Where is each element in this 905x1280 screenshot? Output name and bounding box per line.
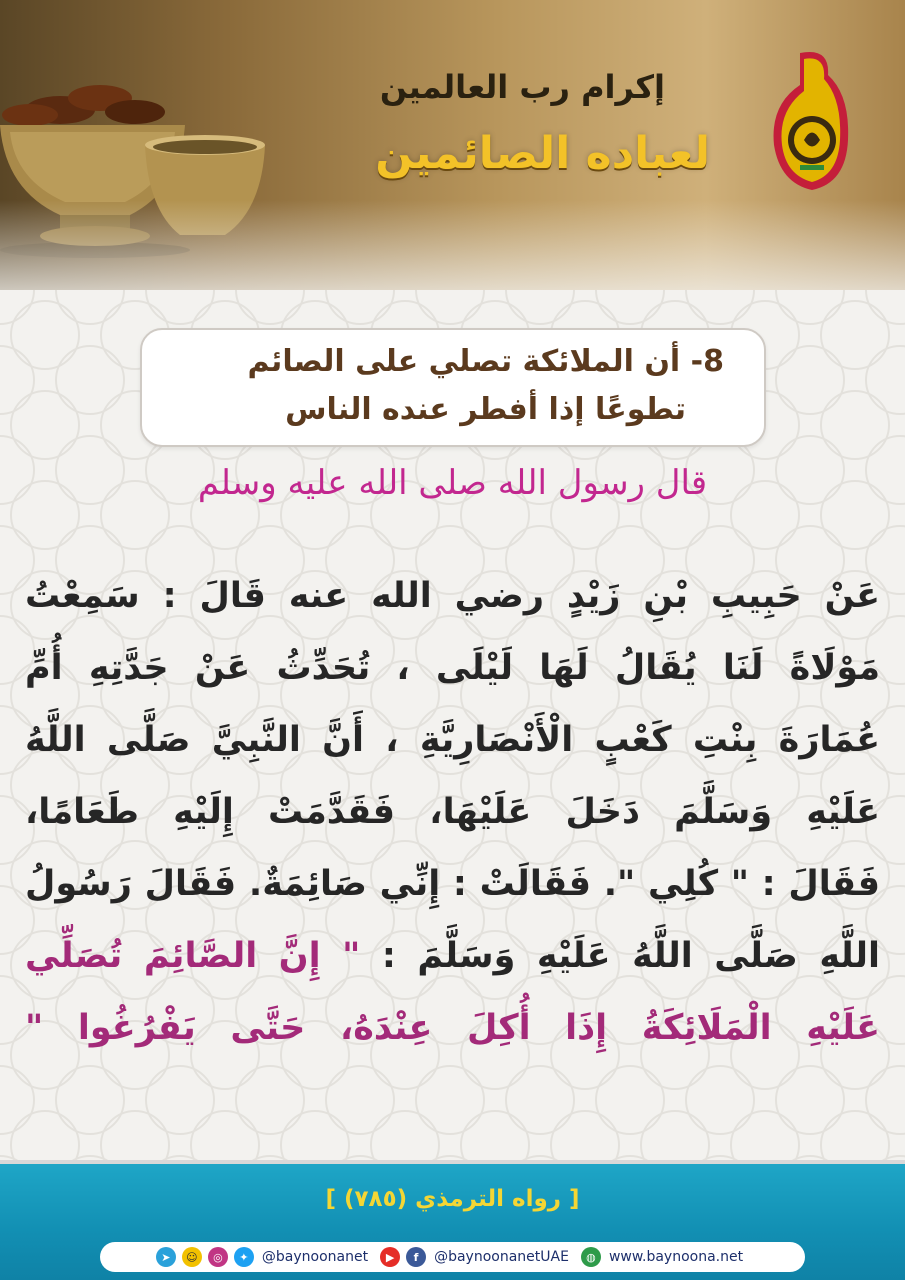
hadith-line: اللَّهِ صَلَّى اللَّهُ عَلَيْهِ وَسَلَّمَ : bbox=[381, 936, 880, 976]
header-title: لعباده الصائمين bbox=[375, 128, 710, 179]
hadith-line-mixed bbox=[25, 920, 880, 992]
instagram-icon[interactable]: ◎ bbox=[208, 1247, 228, 1267]
topic-box bbox=[140, 328, 766, 447]
snapchat-icon[interactable]: ☺ bbox=[182, 1247, 202, 1267]
hadith-line: عُمَارَةَ بِنْتِ كَعْبٍ الْأَنْصَارِيَّةِ ، أَنَّ النَّبِيَّ صَلَّى اللَّهُ bbox=[25, 720, 880, 760]
hadith-line: عَنْ حَبِيبِ بْنِ زَيْدٍ رضي الله عنه قَالَ : سَمِعْتُ bbox=[25, 576, 880, 616]
facebook-icon[interactable]: f bbox=[406, 1247, 426, 1267]
prophet-said-label: قال رسول الله صلى الله عليه وسلم bbox=[197, 463, 708, 503]
twitter-icon[interactable]: ✦ bbox=[234, 1247, 254, 1267]
header-subtitle: إكرام رب العالمين bbox=[379, 68, 665, 106]
social-handle[interactable]: @baynoonanet bbox=[261, 1249, 369, 1265]
hadith-quote-start: " إِنَّ الصَّائِمَ تُصَلِّي bbox=[25, 936, 361, 976]
footer-divider bbox=[0, 1160, 905, 1164]
globe-icon[interactable]: ◍ bbox=[581, 1247, 601, 1267]
hadith-quote-end: عَلَيْهِ الْمَلَائِكَةُ إِذَا أُكِلَ عِنْدَهُ، حَتَّى يَفْرُغُوا " bbox=[25, 1008, 880, 1048]
hadith-source: [ رواه الترمذي (٧٨٥) ] bbox=[325, 1186, 580, 1212]
website-link[interactable]: www.baynoona.net bbox=[608, 1249, 744, 1265]
topic-line-2: تطوعًا إذا أفطر عنده الناس bbox=[285, 392, 686, 427]
baynoona-logo bbox=[760, 45, 860, 195]
hadith-line: فَقَالَ : " كُلِي ". فَقَالَتْ : إِنِّي صَائِمَةٌ. فَقَالَ رَسُولُ bbox=[25, 864, 880, 904]
topic-line-1: 8- أن الملائكة تصلي على الصائم bbox=[247, 344, 724, 379]
hadith-line: مَوْلَاةً لَنَا يُقَالُ لَهَا لَيْلَى ، تُحَدِّثُ عَنْ جَدَّتِهِ أُمِّ bbox=[25, 648, 880, 688]
social-handle-uae[interactable]: @baynoonanetUAE bbox=[434, 1249, 569, 1265]
telegram-icon[interactable]: ➤ bbox=[156, 1247, 176, 1267]
social-bar bbox=[100, 1242, 805, 1272]
hadith-text bbox=[25, 560, 880, 1064]
youtube-icon[interactable]: ▶ bbox=[380, 1247, 400, 1267]
hadith-line: عَلَيْهِ وَسَلَّمَ دَخَلَ عَلَيْهَا، فَقَدَّمَتْ إِلَيْهِ طَعَامًا، bbox=[25, 792, 880, 832]
